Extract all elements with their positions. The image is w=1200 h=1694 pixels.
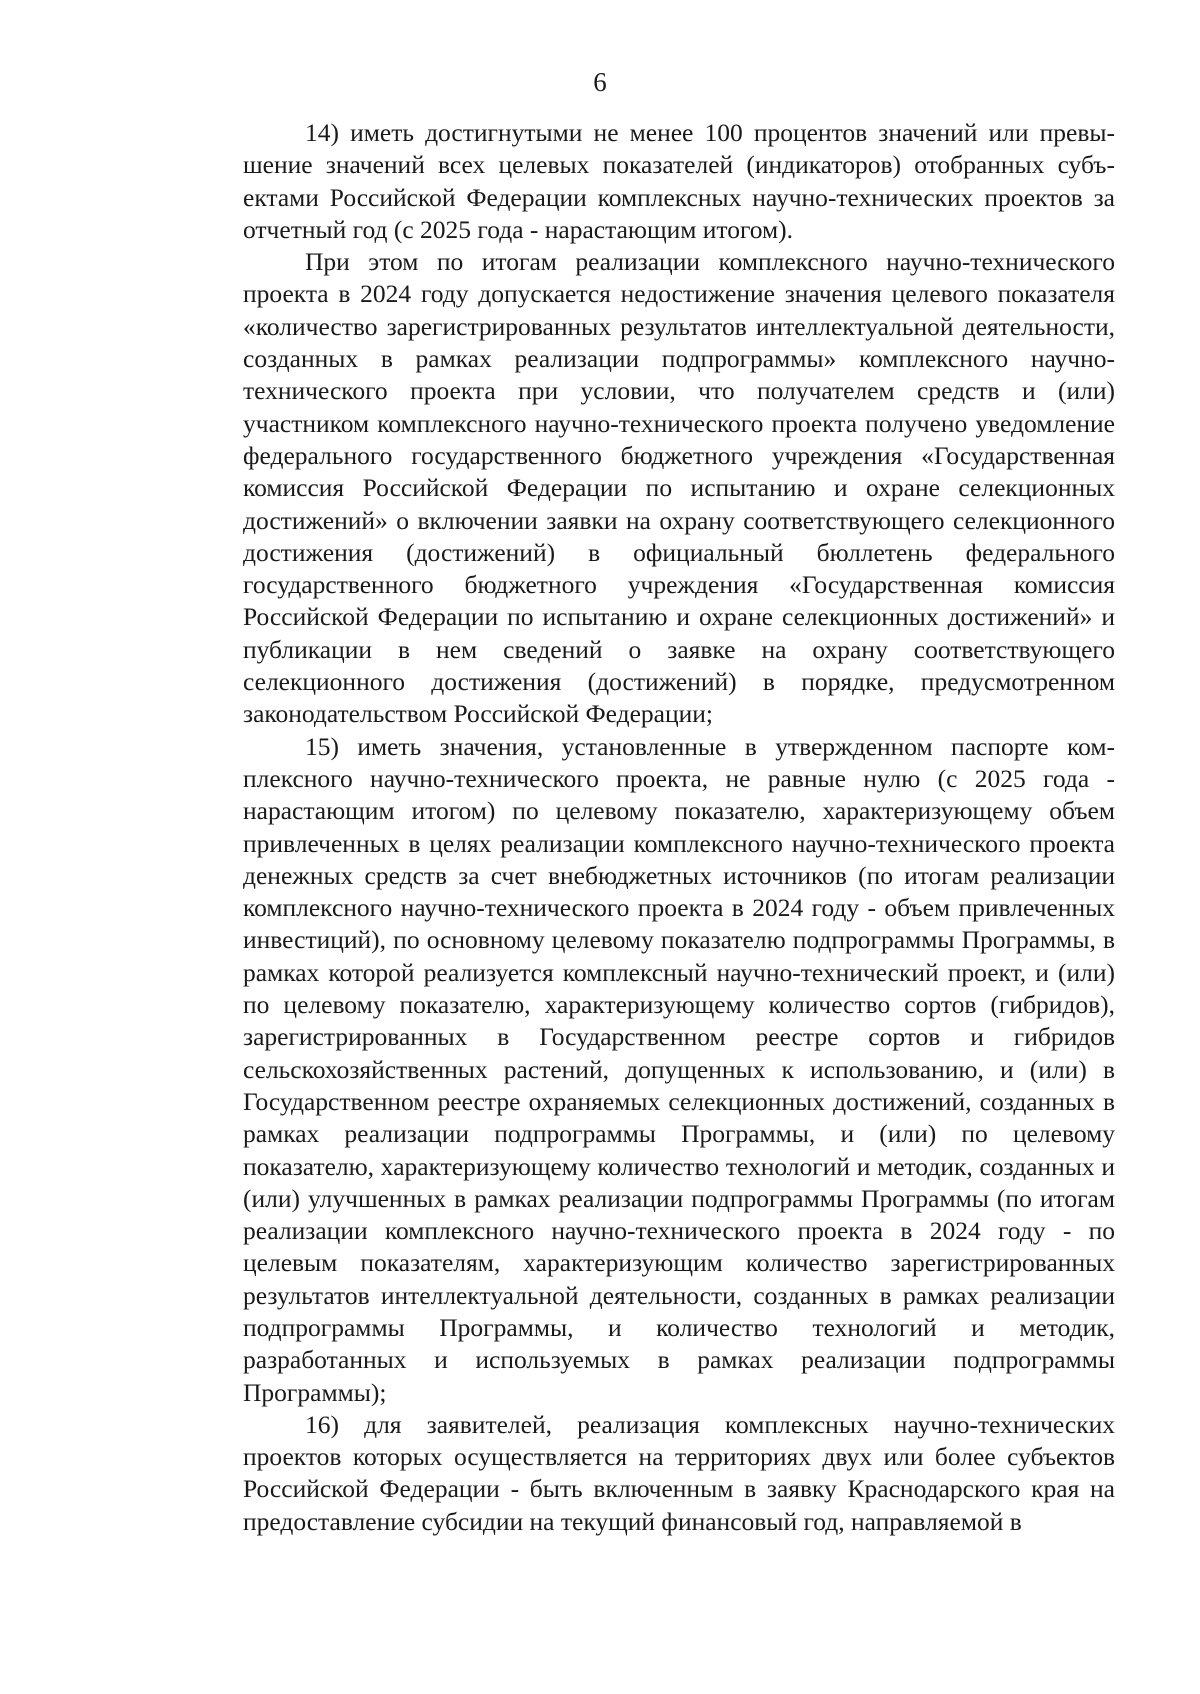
paragraph-exception-2024: При этом по итогам реализации комплексного научно-технического проекта в 2024 году допускается недостижение значения целевого показателя «количество зарегистрированных результатов интеллектуальной деятельности, созданных в рамках реализации подпрограммы» комплексного научно-технического проекта при условии, что получателем средств и (или) участником комплексного научно-технического проекта получено уведомление федерального государственного бюджетного учреждения «Государственная комиссия Российской Федерации по испытанию и охране селекционных достижений» о включении заявки на охрану соответствующего селекционного достижения (достижений) в официальный бюллетень федерального государственного бюджетного учреждения «Государственная комиссия Российской Федерации по испытанию и охране селекционных достижений» и публикации в нем сведений о заявке на охрану соответствующего селекционного достижения (достижений) в порядке, предусмотренном законодательством Российской Федерации; xyxy=(243,247,1115,729)
document-body xyxy=(243,117,1115,1538)
paragraph-item-15: 15) иметь значения, установленные в утвержденном паспорте комплексного научно-технического проекта, не равные нулю (с 2025 года - нарастающим итогом) по целевому показателю, характеризующему объем привлеченных в целях реализации комплексного научно-технического проекта денежных средств за счет внебюджетных источников (по итогам реализации комплексного научно-технического проекта в 2024 году - объем привлеченных инвестиций), по основному целевому показателю подпрограммы Программы, в рамках которой реализуется комплексный научно-технический проект, и (или) по целевому показателю, характеризующему количество сортов (гибридов), зарегистрированных в Государственном реестре сортов и гибридов сельскохозяйственных растений, допущенных к использованию, и (или) в Государственном реестре охраняемых селекционных достижений, созданных в рамках реализации подпрограммы Программы, и (или) по целевому показателю, характеризующему количество технологий и методик, созданных и (или) улучшенных в рамках реализации подпрограммы Программы (по итогам реализации комплексного научно-технического проекта в 2024 году - по целевым показателям, характеризующим количество зарегистрированных результатов интеллектуальной деятельности, созданных в рамках реализации подпрограммы Программы, и количество технологий и методик, разработанных и используемых в рамках реализации подпрограммы Программы); xyxy=(243,731,1115,1407)
page-number: 6 xyxy=(593,67,607,97)
paragraph-item-16: 16) для заявителей, реализация комплексных научно-технических проектов которых осуществляется на территориях двух или более субъектов Российской Федерации - быть включенным в заявку Краснодарского края на предоставление субсидии на текущий финансовый год, направляемой в xyxy=(243,1409,1115,1536)
paragraph-item-14: 14) иметь достигнутыми не менее 100 процентов значений или превышение значений всех целевых показателей (индикаторов) отобранных субъектами Российской Федерации комплексных научно-технических проектов за отчетный год (с 2025 года - нарастающим итогом). xyxy=(243,118,1115,244)
